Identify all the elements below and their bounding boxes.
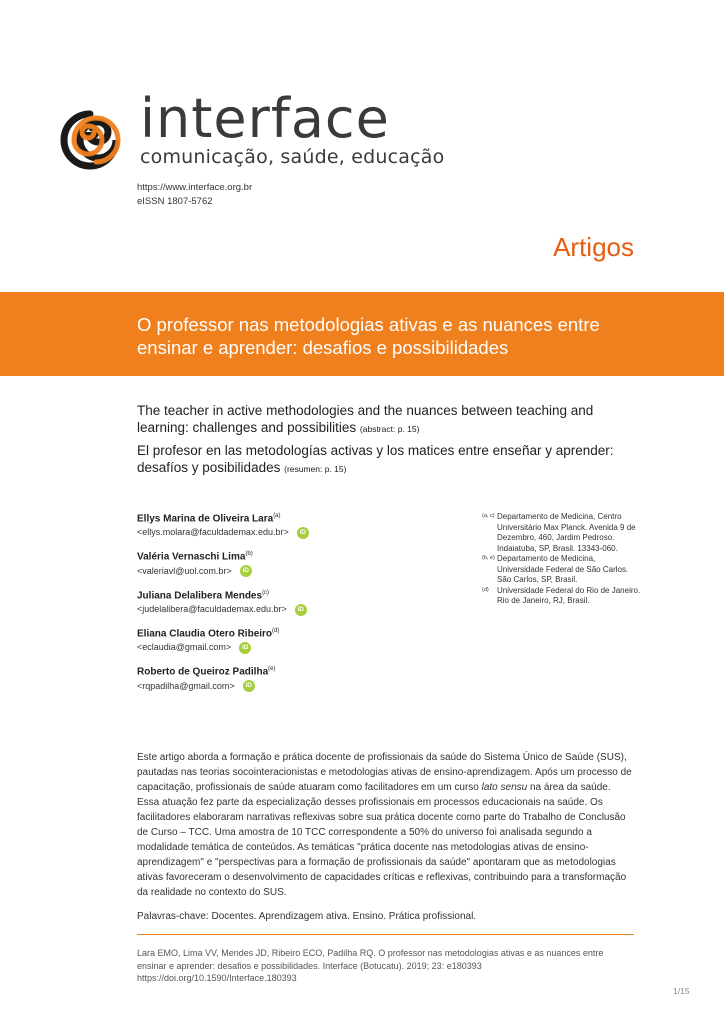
article-title: O professor nas metodologias ativas e as nuances entre ensinar e aprender: desafios e possibilidades <box>137 314 600 358</box>
author-name: Ellys Marina de Oliveira Lara <box>137 513 274 525</box>
author-email[interactable]: <eclaudia@gmail.com> <box>137 642 232 653</box>
author-email[interactable]: <valeriavl@uol.com.br> <box>137 565 232 576</box>
alt-title-en-text: The teacher in active methodologies and the nuances between teaching and learning: challenges and possibilities <box>137 403 594 435</box>
author-mark: (e) <box>268 666 276 673</box>
affiliation-item <box>482 554 642 586</box>
journal-eissn: eISSN 1807-5762 <box>137 196 213 207</box>
journal-name: interface <box>140 87 390 150</box>
title-banner <box>0 292 724 376</box>
journal-url[interactable]: https://www.interface.org.br <box>137 182 253 193</box>
orcid-icon[interactable]: iD <box>297 527 309 539</box>
affiliation-mark: (a, c) <box>482 513 495 519</box>
author-email[interactable]: <judelalibera@faculdademax.edu.br> <box>137 603 287 614</box>
abstract-text: Este artigo aborda a formação e prática docente de profissionais da saúde do Sistema Único de Saúde (SUS), pautadas nas teorias socointeracionistas e metodologias ativas de ensino-aprendizagem. Após um processo de capacitação, profissionais de saúde atuaram como facilitadores em um curso <box>137 752 632 793</box>
affiliation-text: Departamento de Medicina, Centro Universitário Max Planck. Avenida 9 de Dezembro, 460, Jardim Pedroso. Indaiatuba, SP, Brasil. 13343-060. <box>497 512 636 553</box>
author-mark: (a) <box>273 513 281 519</box>
interface-spiral-logo-icon <box>52 92 132 172</box>
author-mark: (c) <box>262 589 270 596</box>
author-mark: (b) <box>245 551 253 558</box>
alt-title-es <box>137 442 637 478</box>
affiliation-mark: (d) <box>482 586 489 593</box>
page-number: 1/15 <box>673 986 690 996</box>
orcid-icon[interactable]: iD <box>239 642 251 654</box>
keywords-text: Docentes. Aprendizagem ativa. Ensino. Prática profissional. <box>208 911 477 922</box>
affiliation-list <box>482 512 642 607</box>
affiliation-mark: (b, e) <box>482 555 495 561</box>
author-name: Eliana Claudia Otero Ribeiro <box>137 628 273 640</box>
divider <box>137 934 634 935</box>
author-email[interactable]: <ellys.molara@faculdademax.edu.br> <box>137 527 289 538</box>
keywords <box>137 911 634 922</box>
journal-subtitle: comunicação, saúde, educação <box>140 146 445 168</box>
author-name: Valéria Vernaschi Lima <box>137 551 246 563</box>
section-label: Artigos <box>553 232 634 262</box>
author-name: Juliana Delalibera Mendes <box>137 589 263 601</box>
author-list <box>137 510 467 702</box>
alt-title-en <box>137 402 637 438</box>
author-email[interactable]: <rqpadilha@gmail.com> <box>137 680 235 691</box>
journal-meta <box>137 181 252 209</box>
citation: Lara EMO, Lima VV, Mendes JD, Ribeiro ECO, Padilha RQ. O professor nas metodologias ativas e as nuances entre ensinar e aprender: desafios e possibilidades. Interface (Botucatu). 2019; 23: e180393 https://doi.org/10.1590/Interface.180393 <box>137 948 604 983</box>
journal-brand <box>140 87 445 168</box>
author-name: Roberto de Queiroz Padilha <box>137 666 269 678</box>
affiliation-text: Departamento de Medicina, Universidade Federal de São Carlos. São Carlos, SP, Brasil. <box>497 554 629 584</box>
abstract-italic: lato sensu <box>481 782 528 793</box>
author-item <box>137 625 467 654</box>
affiliation-text: Universidade Federal do Rio de Janeiro. Rio de Janeiro, RJ, Brasil. <box>497 585 641 605</box>
keywords-label: Palavras-chave: <box>137 911 209 922</box>
alt-title-es-note: (resumen: p. 15) <box>284 464 347 474</box>
orcid-icon[interactable]: iD <box>295 604 307 616</box>
orcid-icon[interactable]: iD <box>240 565 252 577</box>
author-item <box>137 663 467 692</box>
affiliation-item <box>482 512 642 554</box>
alt-title-es-text: El profesor en las metodologías activas y los matices entre enseñar y aprender: desafíos y posibilidades <box>137 443 614 475</box>
affiliation-item <box>482 586 642 607</box>
author-mark: (d) <box>272 627 280 634</box>
abstract <box>137 750 634 900</box>
abstract-text-cont: na área da saúde. Essa atuação fez parte da especialização desses profissionais em processos educacionais na saúde. Os facilitadores elaboraram narrativas reflexivas sobre sua prática docente como parte do Trabalho de Conclusão de Curso – TCC. Uma amostra de 10 TCC correspondente a 50% do universo foi analisada segundo a modalidade temática de conteúdos. As temáticas "prática docente nas metodologias ativas de ensino-aprendizagem" e "perspectivas para a formação de profissionais da saúde" apontaram que as metodologias ativas favoreceram o desenvolvimento de capacidades críticas e reflexivas, contribuindo para a transformação da realidade no contexto do SUS. <box>137 782 627 898</box>
alt-title-en-note: (abstract: p. 15) <box>359 424 420 434</box>
orcid-icon[interactable]: iD <box>243 680 255 692</box>
author-item <box>137 548 467 577</box>
author-item <box>137 587 467 616</box>
author-item <box>137 510 467 539</box>
alternate-titles <box>137 402 637 482</box>
